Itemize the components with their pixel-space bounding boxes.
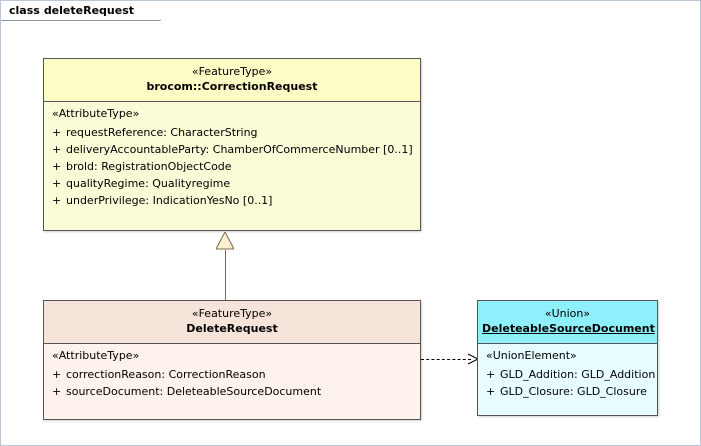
class-name: DeleteRequest	[186, 321, 278, 335]
attribute-visibility: +	[486, 384, 496, 398]
attribute-text: GLD_Addition: GLD_Addition	[500, 367, 656, 381]
class-stereotype: «FeatureType»	[191, 65, 273, 78]
attribute-visibility: +	[52, 384, 62, 398]
class-name: DeleteableSourceDocument	[482, 321, 655, 335]
attribute-text: requestReference: CharacterString	[66, 125, 258, 139]
attribute-text: GLD_Closure: GLD_Closure	[500, 384, 647, 398]
class-box-delete-request[interactable]	[43, 300, 421, 420]
attribute-row	[50, 383, 416, 400]
attribute-text: underPrivilege: IndicationYesNo [0..1]	[66, 193, 273, 207]
attribute-row	[484, 366, 656, 383]
attribute-row	[50, 141, 416, 158]
attribute-row	[50, 366, 416, 383]
class-stereotype: «FeatureType»	[191, 307, 273, 320]
attribute-compartment-correction-request	[44, 102, 420, 215]
class-name: brocom::CorrectionRequest	[146, 79, 318, 93]
attribute-visibility: +	[52, 159, 62, 173]
attribute-text: qualityRegime: Qualityregime	[66, 176, 231, 190]
class-header-correction-request	[44, 59, 420, 101]
attribute-visibility: +	[52, 193, 62, 207]
attribute-visibility: +	[52, 142, 62, 156]
compartment-stereotype: «AttributeType»	[52, 348, 140, 362]
frame-kind-label: class	[9, 4, 40, 17]
attribute-visibility: +	[52, 367, 62, 381]
class-box-correction-request[interactable]	[43, 58, 421, 231]
attribute-row	[50, 158, 416, 175]
class-header-delete-request	[44, 301, 420, 343]
attribute-text: deliveryAccountableParty: ChamberOfCommerceNumber [0..1]	[66, 142, 413, 156]
attribute-visibility: +	[52, 125, 62, 139]
attribute-text: correctionReason: CorrectionReason	[66, 367, 266, 381]
attribute-visibility: +	[486, 367, 496, 381]
dependency-line	[421, 359, 471, 360]
frame-name-label: deleteRequest	[43, 4, 134, 17]
class-header-deleteable-source-document	[478, 301, 657, 343]
compartment-stereotype: «AttributeType»	[52, 106, 140, 120]
compartment-stereotype: «UnionElement»	[486, 348, 577, 362]
attribute-row	[50, 175, 416, 192]
generalization-arrow-icon	[216, 232, 234, 250]
class-box-deleteable-source-document[interactable]	[477, 300, 658, 416]
attribute-row	[484, 383, 653, 400]
attribute-visibility: +	[52, 176, 62, 190]
attribute-row	[50, 192, 416, 209]
diagram-frame-tab	[1, 1, 161, 21]
attribute-text: sourceDocument: DeleteableSourceDocument	[66, 384, 322, 398]
attribute-compartment-delete-request	[44, 344, 420, 406]
class-stereotype: «Union»	[544, 307, 591, 320]
generalization-line	[225, 250, 226, 300]
attribute-compartment-deleteable-source-document	[478, 344, 657, 406]
attribute-row	[50, 124, 416, 141]
attribute-text: brold: RegistrationObjectCode	[66, 159, 232, 173]
